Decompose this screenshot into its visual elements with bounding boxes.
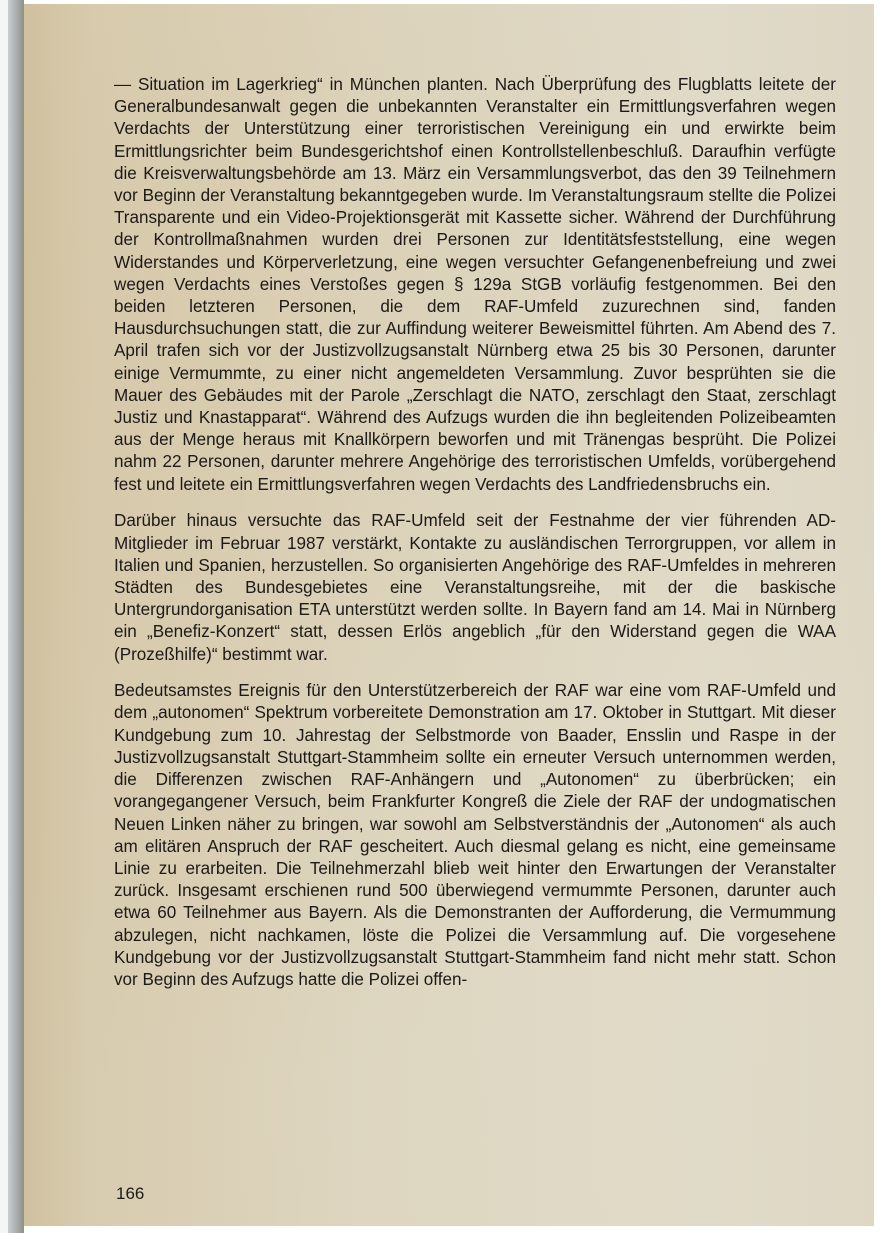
page-number: 166: [116, 1184, 145, 1203]
page-margin: [0, 0, 8, 1233]
body-text: [114, 74, 836, 1006]
paper-sheet: [24, 4, 874, 1226]
paragraph-2: Darüber hinaus versuchte das RAF-Umfeld seit der Festnahme der vier führenden AD-Mitglieder im Februar 1987 verstärkt, Kontakte zu ausländischen Terrorgruppen, vor allem in Italien und Spanien, herzustellen. So organisierten Angehörige des RAF-Umfeldes in mehreren Städten des Bundesgebietes eine Veranstaltungsreihe, mit der die baskische Untergrundorganisation ETA unterstützt werden sollte. In Bayern fand am 14. Mai in Nürnberg ein „Benefiz-Konzert“ statt, dessen Erlös angeblich „für den Widerstand gegen die WAA (Prozeßhilfe)“ bestimmt war.: [114, 511, 836, 664]
paragraph-3: Bedeutsamstes Ereignis für den Unterstützerbereich der RAF war eine vom RAF-Umfeld und dem „autonomen“ Spektrum vorbereitete Demonstration am 17. Oktober in Stuttgart. Mit dieser Kundgebung zum 10. Jahrestag der Selbstmorde von Baader, Ensslin und Raspe in der Justizvollzugsanstalt Stuttgart-Stammheim sollte ein erneuter Versuch unternommen werden, die Differenzen zwischen RAF-Anhängern und „Autonomen“ zu überbrücken; ein vorangegangener Versuch, beim Frankfurter Kongreß die Ziele der RAF der undogmatischen Neuen Linken näher zu bringen, war sowohl am Selbstverständnis der „Autonomen“ als auch am elitären Anspruch der RAF gescheitert. Auch diesmal gelang es nicht, eine gemeinsame Linie zu erarbeiten. Die Teilnehmerzahl blieb weit hinter den Erwartungen der Veranstalter zurück. Insgesamt erschienen rund 500 überwiegend vermummte Personen, darunter auch etwa 60 Teilnehmer aus Bayern. Als die Demonstranten der Aufforderung, die Vermummung abzulegen, nicht nachkamen, löste die Polizei die Versammlung auf. Die vorgesehene Kundgebung vor der Justizvollzugsanstalt Stuttgart-Stammheim fand nicht mehr statt. Schon vor Beginn des Aufzugs hatte die Polizei offen-: [114, 681, 836, 989]
binding-shadow: [8, 0, 24, 1233]
paragraph-1: — Situation im Lagerkrieg“ in München planten. Nach Überprüfung des Flugblatts leitete der Generalbundesanwalt gegen die unbekannten Veranstalter ein Ermittlungsverfahren wegen Verdachts der Unterstützung einer terroristischen Vereinigung ein und erwirkte beim Ermittlungsrichter beim Bundesgerichtshof einen Kontrollstellenbeschluß. Daraufhin verfügte die Kreisverwaltungsbehörde am 13. März ein Versammlungsverbot, das den 39 Teilnehmern vor Beginn der Veranstaltung bekanntgegeben wurde. Im Veranstaltungsraum stellte die Polizei Transparente und ein Video-Projektionsgerät mit Kassette sicher. Während der Durchführung der Kontrollmaßnahmen wurden drei Personen zur Identitätsfeststellung, eine wegen Widerstandes und Körperverletzung, eine wegen versuchter Gefangenenbefreiung und zwei wegen Verdachts eines Verstoßes gegen § 129a StGB vorläufig festgenommen. Bei den beiden letzteren Personen, die dem RAF-Umfeld zuzurechnen sind, fanden Hausdurchsuchungen statt, die zur Auffindung weiterer Beweismittel führten. Am Abend des 7. April trafen sich vor der Justizvollzugsanstalt Nürnberg etwa 25 bis 30 Personen, darunter einige Vermummte, zu einer nicht angemeldeten Versammlung. Zuvor besprühten sie die Mauer des Gebäudes mit der Parole „Zerschlagt die NATO, zerschlagt den Staat, zerschlagt Justiz und Knastapparat“. Während des Aufzugs wurden die ihn begleitenden Polizeibeamten aus der Menge heraus mit Knallkörpern beworfen und mit Tränengas besprüht. Die Polizei nahm 22 Personen, darunter mehrere Angehörige des terroristischen Umfelds, vorübergehend fest und leitete ein Ermittlungsverfahren wegen Verdachts des Landfriedensbruchs ein.: [114, 75, 836, 494]
